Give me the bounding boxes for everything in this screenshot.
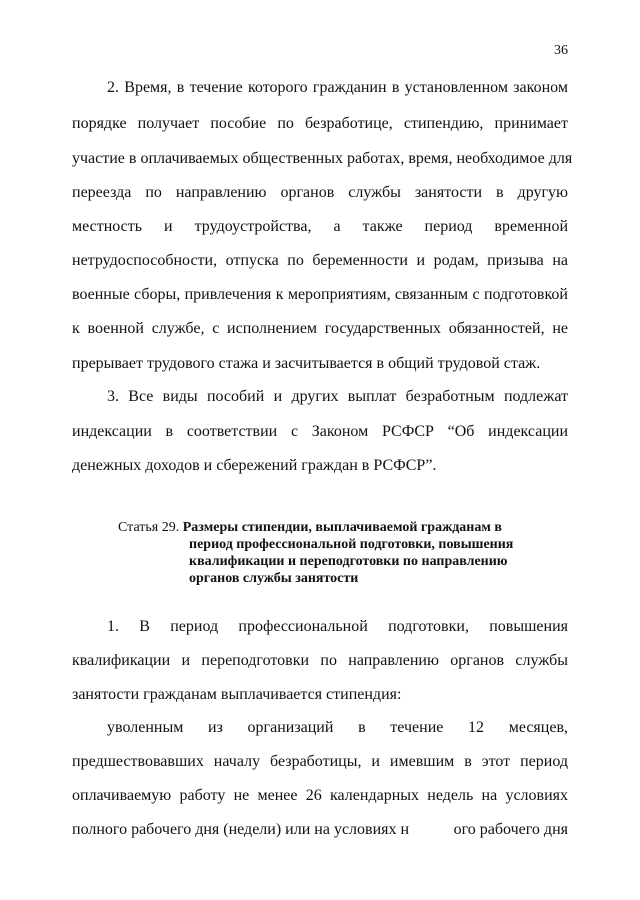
text-line: порядке получает пособие по безработице, стипендию, принимает xyxy=(72,115,568,132)
article-number: Статья 29. xyxy=(118,520,180,535)
text-line xyxy=(72,821,568,839)
text-line: прерывает трудового стажа и засчитывается в общий трудовой стаж. xyxy=(72,355,541,372)
text-line: 3. Все виды пособий и других выплат безработным подлежат xyxy=(107,388,568,405)
text-line: предшествовавших началу безработицы, и имевшим в этот период xyxy=(72,753,568,770)
text-line: местность и трудоустройства, а также период временной xyxy=(72,218,568,235)
article-title-line: квалификации и переподготовки по направлению xyxy=(189,554,508,569)
article-title-line: период профессиональной подготовки, повышения xyxy=(189,537,514,552)
page-number: 36 xyxy=(554,43,568,58)
text-line: занятости гражданам выплачивается стипендия: xyxy=(72,686,402,703)
text-line: 1. В период профессиональной подготовки, повышения xyxy=(107,618,568,635)
article-title-line: органов службы занятости xyxy=(189,571,359,586)
text-line: квалификации и переподготовки по направлению органов службы xyxy=(72,652,568,669)
article-title-line: Размеры стипендии, выплачиваемой гражданам в xyxy=(182,520,502,535)
text-line: переезда по направлению органов службы занятости в другую xyxy=(72,184,568,201)
text-line: уволенным из организаций в течение 12 месяцев, xyxy=(107,719,568,736)
text-line-start: полного рабочего дня (недели) или на условиях н xyxy=(72,821,410,838)
text-line: денежных доходов и сбережений граждан в РСФСР”. xyxy=(72,457,437,474)
text-line: 2. Время, в течение которого гражданин в установленном законом xyxy=(107,79,568,96)
text-line: индексации в соответствии с Законом РСФСР “Об индексации xyxy=(72,423,568,440)
text-line: военные сборы, привлечения к мероприятиям, связанным с подготовкой xyxy=(72,286,568,303)
text-line: участие в оплачиваемых общественных работах, время, необходимое для xyxy=(72,150,573,167)
text-line: оплачиваемую работу не менее 26 календарных недель на условиях xyxy=(72,787,568,804)
text-line-end: ого рабочего дня xyxy=(453,821,568,838)
text-line: нетрудоспособности, отпуска по беременности и родам, призыва на xyxy=(72,252,568,269)
text-line: к военной службе, с исполнением государственных обязанностей, не xyxy=(72,320,568,337)
